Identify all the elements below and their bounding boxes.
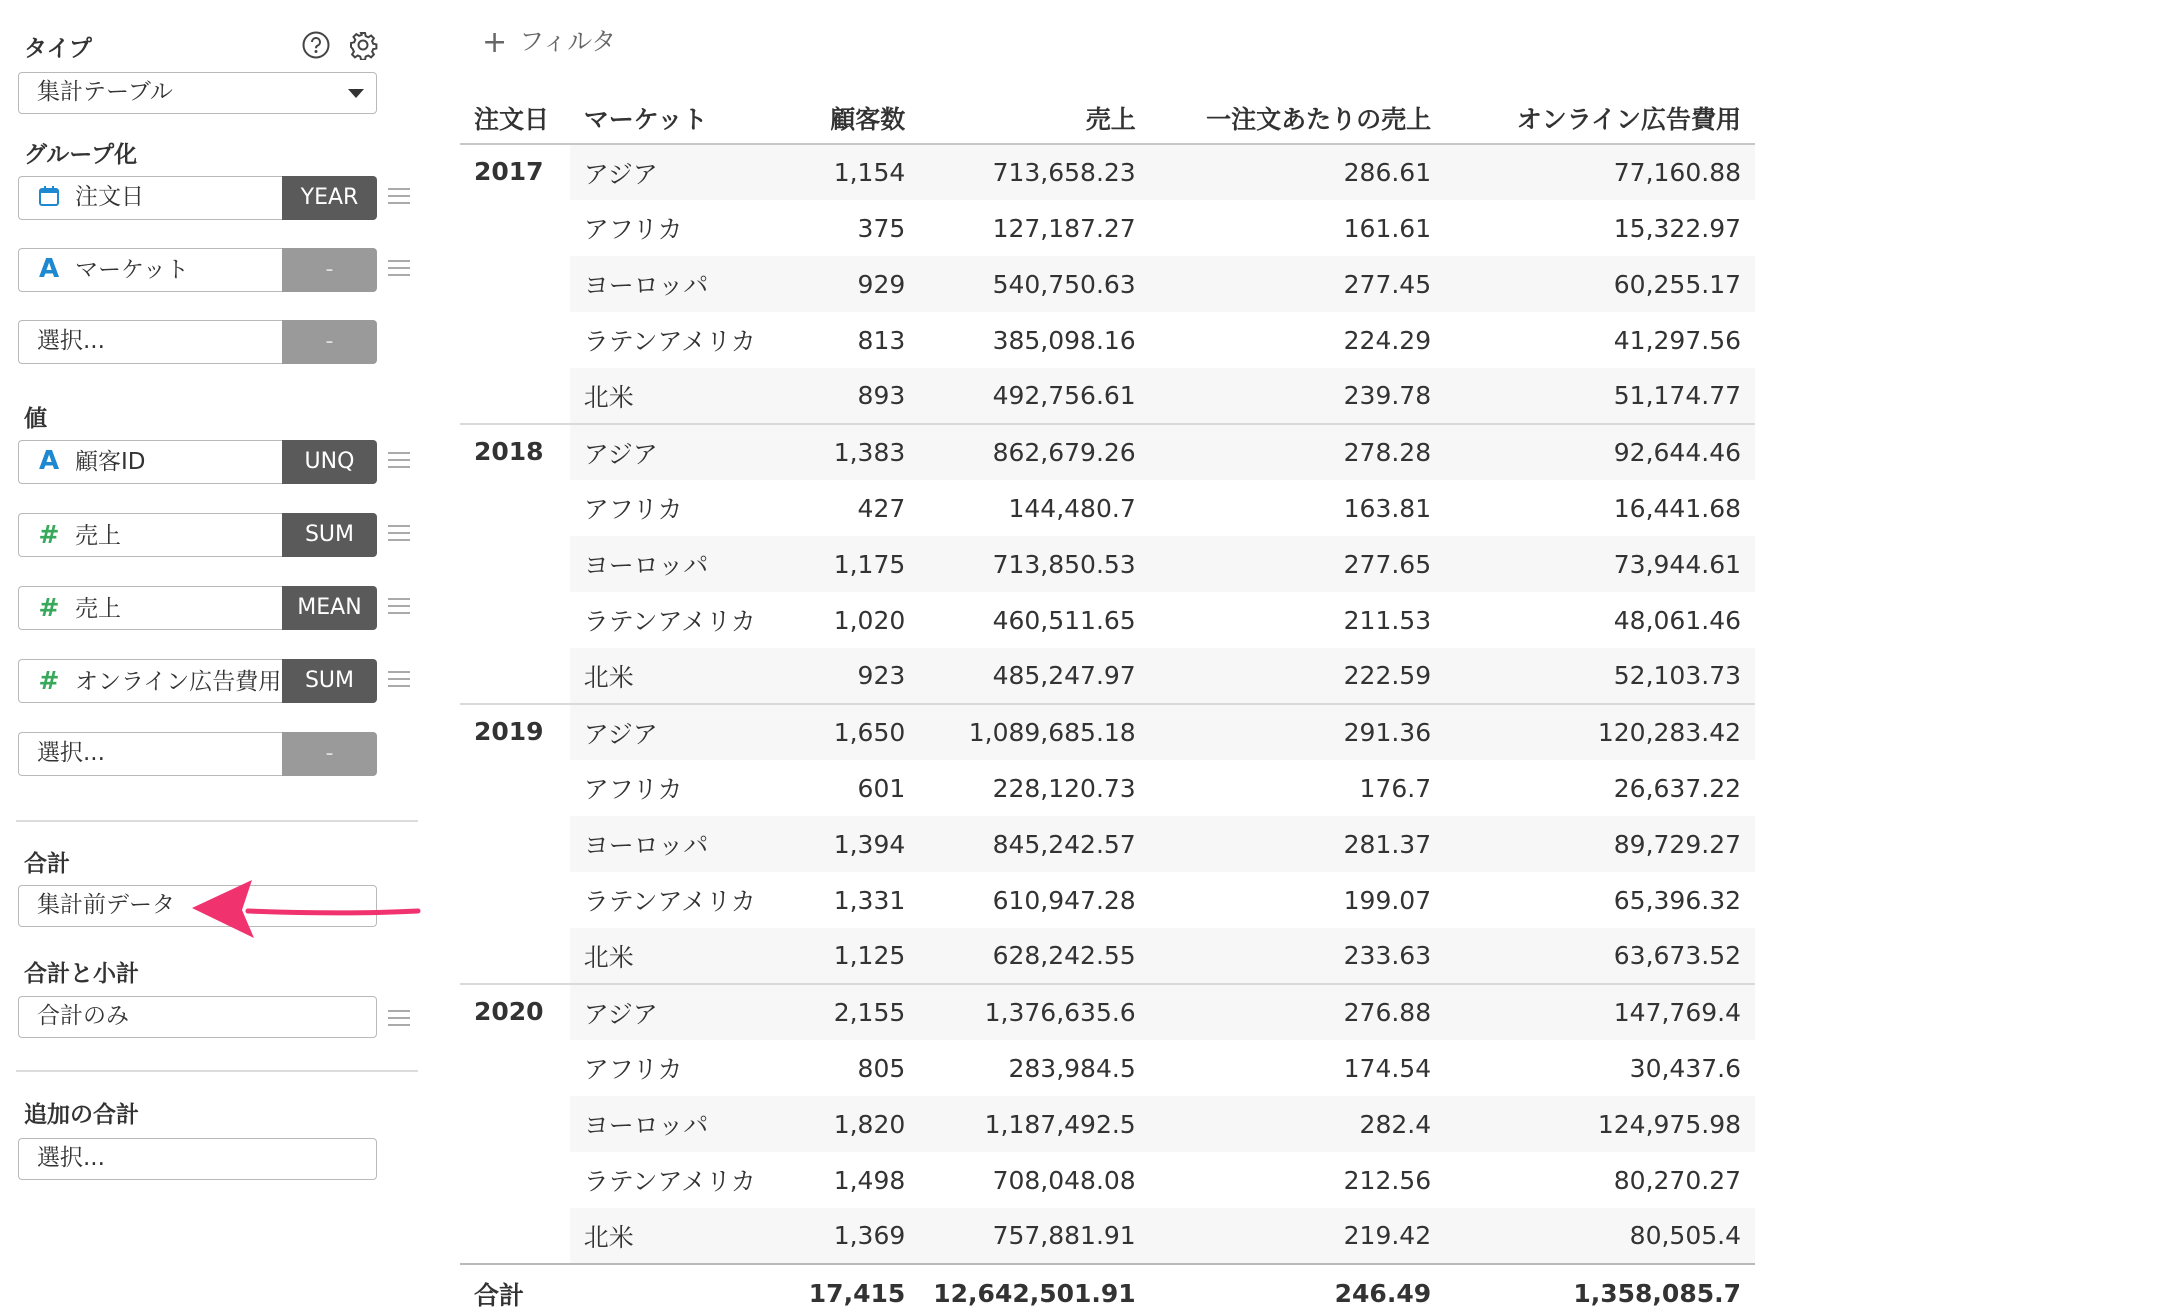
value-cell: 1,394 [795,816,919,872]
market-cell: アフリカ [583,1055,683,1084]
aggregation-badge[interactable]: MEAN [282,586,377,630]
number-type-icon: # [38,593,60,622]
value-field-select[interactable] [18,732,377,776]
table-row [460,256,1755,312]
value-cell: 427 [857,493,906,523]
value-cell: 601 [857,773,906,803]
value-cell: 1,820 [795,1096,919,1152]
market-cell: アジア [570,144,795,200]
aggregation-badge[interactable]: SUM [282,659,377,703]
value-cell: 89,729.27 [1445,816,1755,872]
total-value-cell: 1,358,085.7 [1445,1264,1755,1316]
year-cell: 2020 [460,984,570,1264]
value-cell: 92,644.46 [1445,424,1755,480]
value-cell: 805 [857,1053,906,1083]
market-cell: ヨーロッパ [570,256,795,312]
table-row [460,144,1755,200]
value-cell: 52,103.73 [1445,648,1755,704]
market-cell: 北米 [570,928,795,984]
value-cell: 283,984.5 [1008,1053,1136,1083]
value-cell: 1,154 [795,144,919,200]
value-cell: 628,242.55 [919,928,1149,984]
table-row [460,368,1755,424]
drag-handle-icon[interactable] [388,598,410,614]
column-header[interactable]: オンライン広告費用 [1445,92,1755,144]
market-cell: ラテンアメリカ [583,607,756,636]
value-cell: 124,975.98 [1445,1096,1755,1152]
value-cell: 278.28 [1150,424,1445,480]
chevron-down-icon [348,89,364,98]
value-cell: 127,187.27 [992,213,1136,243]
value-field-label: オンライン広告費用 [75,669,282,695]
value-cell: 2,155 [795,984,919,1040]
value-cell: 77,160.88 [1445,144,1755,200]
value-field-sales-mean[interactable] [18,586,377,630]
market-cell: アフリカ [583,215,683,244]
table-row [460,312,1755,368]
year-cell: 2019 [460,704,570,984]
aggregation-badge[interactable]: YEAR [282,176,377,220]
total-label: 合計 [460,1264,570,1316]
market-cell: ヨーロッパ [570,536,795,592]
value-cell: 862,679.26 [919,424,1149,480]
config-sidebar [0,0,430,1316]
group-field-order-date-name[interactable] [18,176,282,220]
column-header[interactable]: 注文日 [460,92,570,144]
aggregation-badge[interactable]: - [282,248,377,292]
table-row [460,1096,1755,1152]
additional-total-select-value: 選択... [37,1145,105,1171]
value-cell: 144,480.7 [1008,493,1136,523]
table-row [460,984,1755,1040]
value-cell: 485,247.97 [919,648,1149,704]
text-type-icon: A [38,446,60,476]
market-cell: ラテンアメリカ [583,327,756,356]
value-cell: 1,089,685.18 [919,704,1149,760]
value-cell: 923 [795,648,919,704]
values-section-label: 値 [24,406,47,432]
value-cell: 757,881.91 [919,1208,1149,1264]
gear-icon[interactable] [348,30,378,60]
value-cell: 199.07 [1343,885,1432,915]
divider [16,1070,418,1072]
value-cell: 845,242.57 [919,816,1149,872]
value-cell: 239.78 [1150,368,1445,424]
table-row [460,480,1755,536]
value-cell: 60,255.17 [1445,256,1755,312]
value-field-label: 売上 [75,523,121,549]
value-cell: 460,511.65 [992,605,1136,635]
value-cell: 219.42 [1150,1208,1445,1264]
grouping-section-label: グループ化 [24,142,138,168]
value-cell: 174.54 [1343,1053,1432,1083]
value-cell: 222.59 [1150,648,1445,704]
table-row [460,424,1755,480]
text-type-icon: A [38,254,60,284]
total-subtotal-section-label: 合計と小計 [24,961,139,987]
table-row [460,1040,1755,1096]
table-row [460,200,1755,256]
type-select[interactable] [18,72,377,114]
market-cell: 北米 [570,1208,795,1264]
market-cell: 北米 [570,368,795,424]
total-select-value: 集計前データ [37,892,175,918]
value-field-customer-id[interactable] [18,440,377,484]
value-cell: 228,120.73 [992,773,1136,803]
market-cell: ヨーロッパ [570,816,795,872]
type-section-label: タイプ [24,36,92,62]
total-row [460,1264,1755,1316]
value-cell: 277.45 [1150,256,1445,312]
market-cell: ヨーロッパ [570,1096,795,1152]
value-cell: 1,020 [833,605,906,635]
total-value-cell: 12,642,501.91 [919,1264,1149,1316]
value-cell: 176.7 [1359,773,1432,803]
value-cell: 281.37 [1150,816,1445,872]
value-cell: 277.65 [1150,536,1445,592]
column-header[interactable]: 一注文あたりの売上 [1150,92,1445,144]
value-cell: 1,650 [795,704,919,760]
table-row [460,760,1755,816]
aggregation-badge[interactable]: - [282,320,377,364]
value-cell: 1,498 [833,1165,906,1195]
group-field-label: 注文日 [75,184,144,210]
drag-handle-icon[interactable] [388,188,410,204]
drag-handle-icon[interactable] [388,260,410,276]
value-cell: 26,637.22 [1613,773,1741,803]
table-row [460,872,1755,928]
filter-label: フィルタ [519,27,617,56]
table-row [460,1152,1755,1208]
value-cell: 291.36 [1150,704,1445,760]
value-cell: 65,396.32 [1613,885,1741,915]
value-cell: 212.56 [1343,1165,1432,1195]
annotation-arrow-icon [190,876,422,946]
value-cell: 1,125 [795,928,919,984]
additional-total-section-label: 追加の合計 [24,1102,139,1128]
value-cell: 375 [857,213,906,243]
aggregation-badge[interactable]: UNQ [282,440,377,484]
value-cell: 30,437.6 [1629,1053,1741,1083]
value-cell: 80,270.27 [1613,1165,1741,1195]
value-field-sales-sum[interactable] [18,513,377,557]
number-type-icon: # [38,520,60,549]
value-cell: 80,505.4 [1445,1208,1755,1264]
calendar-icon [35,177,63,218]
table-row [460,536,1755,592]
drag-handle-icon[interactable] [388,525,410,541]
value-field-label: 売上 [75,596,121,622]
empty-cell [570,1264,795,1316]
year-cell: 2018 [460,424,570,704]
group-field-market-name[interactable] [18,248,282,292]
value-cell: 708,048.08 [992,1165,1136,1195]
add-filter-button[interactable] [482,22,616,60]
value-cell: 713,850.53 [919,536,1149,592]
value-cell: 48,061.46 [1613,605,1741,635]
divider [16,820,418,822]
value-cell: 16,441.68 [1613,493,1741,523]
value-cell: 1,376,635.6 [919,984,1149,1040]
pivot-table [460,92,1755,1316]
group-field-market[interactable] [18,248,377,292]
column-header[interactable]: マーケット [570,92,795,144]
value-cell: 610,947.28 [992,885,1136,915]
value-cell: 276.88 [1150,984,1445,1040]
value-cell: 1,175 [795,536,919,592]
market-cell: 北米 [570,648,795,704]
value-cell: 282.4 [1150,1096,1445,1152]
value-cell: 51,174.77 [1445,368,1755,424]
drag-handle-icon[interactable] [388,452,410,468]
value-cell: 1,369 [795,1208,919,1264]
group-field-label: マーケット [75,257,189,283]
value-cell: 15,322.97 [1613,213,1741,243]
value-cell: 147,769.4 [1445,984,1755,1040]
help-icon[interactable] [301,30,331,60]
market-cell: アジア [570,704,795,760]
market-cell: アフリカ [583,495,683,524]
value-cell: 1,331 [833,885,906,915]
value-field-ad-cost[interactable] [18,659,377,703]
market-cell: ラテンアメリカ [583,1167,756,1196]
value-cell: 929 [795,256,919,312]
table-row [460,1208,1755,1264]
value-field-name[interactable] [18,659,282,703]
value-field-placeholder[interactable]: 選択... [18,732,282,776]
market-cell: アジア [570,424,795,480]
aggregation-badge[interactable]: - [282,732,377,776]
value-cell: 713,658.23 [919,144,1149,200]
value-field-label: 顧客ID [75,449,146,475]
value-cell: 492,756.61 [919,368,1149,424]
value-cell: 73,944.61 [1445,536,1755,592]
total-section-label: 合計 [24,851,70,877]
total-value-cell: 246.49 [1150,1264,1445,1316]
value-cell: 540,750.63 [919,256,1149,312]
table-row [460,704,1755,760]
value-cell: 224.29 [1343,325,1432,355]
total-subtotal-select[interactable] [18,996,377,1038]
table-row [460,648,1755,704]
table-row [460,592,1755,648]
value-cell: 63,673.52 [1445,928,1755,984]
value-cell: 211.53 [1343,605,1432,635]
market-cell: アジア [570,984,795,1040]
value-cell: 286.61 [1150,144,1445,200]
table-header-row [460,92,1755,144]
market-cell: アフリカ [583,775,683,804]
value-cell: 813 [857,325,906,355]
drag-handle-icon[interactable] [388,1010,410,1026]
number-type-icon: # [38,666,60,695]
group-field-order-date[interactable] [18,176,377,220]
value-cell: 233.63 [1150,928,1445,984]
group-field-select[interactable] [18,320,377,364]
column-header[interactable]: 顧客数 [795,92,919,144]
value-field-name[interactable] [18,513,282,557]
value-cell: 1,187,492.5 [919,1096,1149,1152]
additional-total-select[interactable] [18,1138,377,1180]
value-field-name[interactable] [18,440,282,484]
drag-handle-icon[interactable] [388,671,410,687]
year-cell: 2017 [460,144,570,424]
value-cell: 893 [795,368,919,424]
value-field-name[interactable] [18,586,282,630]
aggregation-badge[interactable]: SUM [282,513,377,557]
value-cell: 1,383 [795,424,919,480]
table-row [460,928,1755,984]
value-cell: 120,283.42 [1445,704,1755,760]
group-field-placeholder[interactable]: 選択... [18,320,282,364]
column-header[interactable]: 売上 [919,92,1149,144]
total-value-cell: 17,415 [795,1264,919,1316]
value-cell: 163.81 [1343,493,1432,523]
table-row [460,816,1755,872]
value-cell: 41,297.56 [1613,325,1741,355]
total-subtotal-select-value: 合計のみ [37,1003,129,1029]
value-cell: 385,098.16 [992,325,1136,355]
value-cell: 161.61 [1343,213,1432,243]
plus-icon: + [482,25,508,60]
market-cell: ラテンアメリカ [583,887,756,916]
type-select-value: 集計テーブル [37,79,173,105]
